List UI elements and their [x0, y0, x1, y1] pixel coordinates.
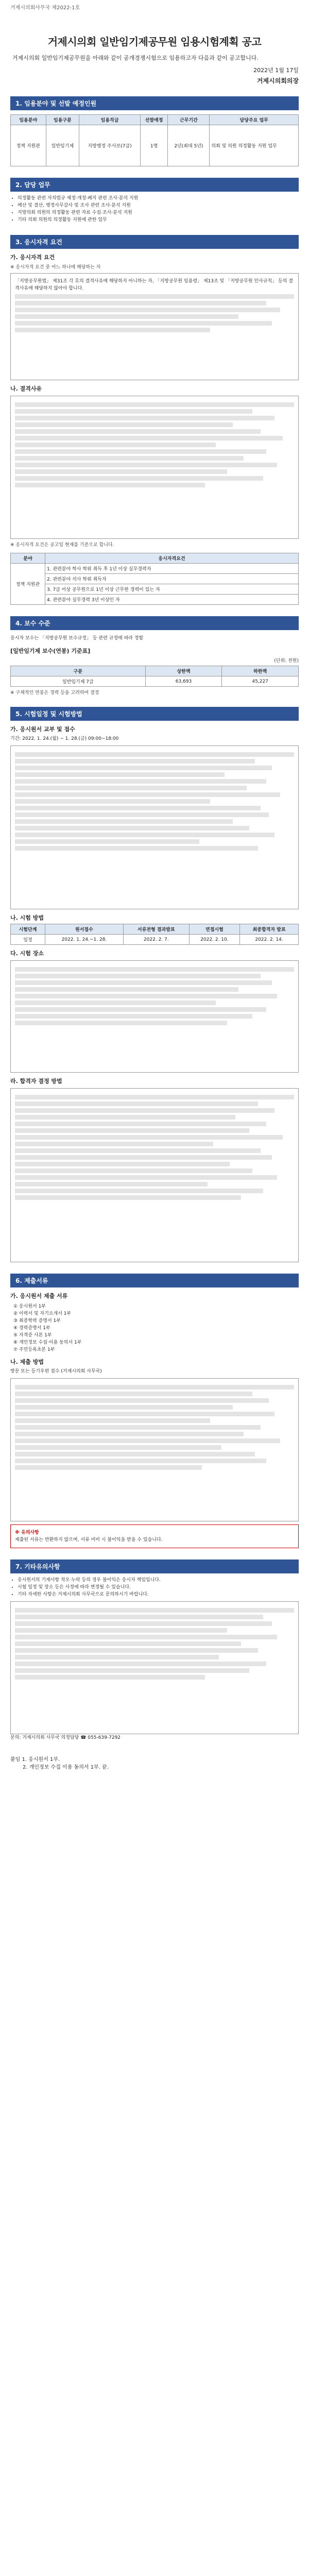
text-line [15, 1608, 294, 1613]
text-line [15, 409, 252, 414]
list-item: • 응시원서의 기재사항 착오·누락 등의 경우 불이익은 응시자 책임입니다. [18, 1577, 299, 1584]
table-cell: 2. 관련분야 석사 학위 취득자 [45, 574, 299, 584]
text-line [15, 1452, 255, 1456]
text-line [15, 1182, 208, 1187]
section-7 [10, 1560, 299, 1741]
subheading: 나. 시험 방법 [10, 914, 44, 921]
section-2 [10, 178, 299, 224]
subheading: 가. 응시자격 요건 [10, 254, 55, 261]
pay-table [10, 666, 299, 687]
table-row [11, 584, 299, 595]
col-header: 응시자격요건 [45, 553, 299, 564]
table-row [11, 676, 299, 687]
text-line [15, 1465, 202, 1470]
text-line [15, 1432, 244, 1436]
text-line [15, 833, 274, 837]
box-text: 「지방공무원법」 제31조 각 호의 결격사유에 해당하지 아니하는 자, 「지방공무원 임용령」 제13조 및 「지방공무원 인사규칙」 등의 결격사유에 해당하지 않아야 합니다. [15, 279, 293, 291]
announce-date: 2022년 1월 17일 [253, 67, 299, 74]
text-line [15, 1412, 274, 1416]
text-line [15, 469, 227, 474]
text-line [15, 301, 266, 306]
col-header: 임용직급 [79, 115, 140, 125]
attachments [10, 1755, 299, 1770]
text-line [15, 1655, 219, 1659]
text-line [15, 799, 210, 804]
list-item: • 예산 및 결산, 행정사무감사 및 조사 관련 조사·분석 지원 [18, 202, 299, 209]
text-line [15, 456, 244, 461]
table-cell: 일반임기제 [46, 125, 79, 166]
text-line [15, 1385, 294, 1389]
text-line [15, 1122, 266, 1126]
list-item: ① 응시원서 1부 [13, 1304, 46, 1309]
text-line [15, 429, 261, 434]
text-line [15, 416, 274, 420]
table-row [11, 574, 299, 584]
text-line [15, 772, 225, 777]
list-item: ⑤ 자격증 사본 1부 [13, 1333, 52, 1338]
text-line [15, 766, 272, 770]
text-line [15, 994, 277, 998]
table-cell: 일정 [11, 935, 45, 945]
text-line [15, 443, 216, 447]
page-title: 거제시의회 일반임기제공무원 임용시험계획 공고 [47, 36, 262, 48]
table-row [11, 125, 299, 166]
list-item: ⑦ 주민등록초본 1부 [13, 1347, 55, 1352]
subheading: 가. 응시원서 제출 서류 [10, 1293, 68, 1299]
text-line [15, 1001, 216, 1005]
pay-note: ※ 구체적인 연봉은 경력 등을 고려하여 결정 [10, 690, 99, 696]
qualification-table [10, 553, 299, 605]
text-line [15, 987, 238, 992]
subheading: 나. 결격사유 [10, 385, 42, 392]
text-line [15, 792, 280, 797]
warning-text: 제출된 서류는 반환하지 않으며, 서류 미비 시 불이익을 받을 수 있습니다. [15, 1537, 163, 1543]
text-line [15, 974, 261, 978]
text-line [15, 1405, 233, 1410]
text-line [15, 483, 205, 487]
col-header: 임용분야 [11, 115, 46, 125]
text-line [15, 1168, 252, 1173]
section-2-title: 2. 담당 업무 [10, 178, 299, 192]
text-line [15, 1115, 235, 1120]
text-line [15, 1648, 258, 1653]
table-row [11, 564, 299, 574]
text-line [15, 1148, 261, 1153]
positions-table [10, 114, 299, 166]
text-line [15, 1108, 274, 1113]
text-line [15, 1641, 241, 1646]
text-line [15, 1162, 230, 1166]
col-header: 상한액 [145, 666, 222, 676]
col-header: 임용구분 [46, 115, 79, 125]
table-cell: 4. 관련분야 실무경력 3년 이상인 자 [45, 595, 299, 605]
result-box [10, 1088, 299, 1262]
text-line [15, 839, 199, 844]
text-line [15, 806, 261, 810]
text-line [15, 449, 266, 454]
col-header: 분야 [11, 553, 45, 564]
text-line [15, 759, 255, 764]
duty-list [18, 195, 299, 224]
section-5-title: 5. 시험일정 및 시험방법 [10, 707, 299, 721]
text-line [15, 1021, 227, 1025]
table-cell: 2022. 2. 14. [240, 935, 299, 945]
text-line [15, 1142, 213, 1146]
table-cell: 2022. 2. 7. [123, 935, 189, 945]
list-item: ② 이력서 및 자기소개서 1부 [13, 1311, 72, 1316]
venue-box [10, 960, 299, 1073]
text-line [15, 1635, 277, 1639]
text-line [15, 314, 238, 319]
text-line [15, 1662, 266, 1666]
col-header: 최종합격자 발표 [240, 924, 299, 935]
text-line [15, 1155, 272, 1160]
text-line [15, 402, 294, 407]
disqualification-box [10, 396, 299, 539]
list-item: • 기타 의회 의원의 의정활동 지원에 관한 업무 [18, 216, 299, 224]
subheading: 다. 시험 장소 [10, 950, 44, 957]
intro-text: 거제시의회 일반임기제공무원을 아래와 같이 공개경쟁시험으로 임용하고자 다음과 같이 공고합니다. [12, 55, 259, 61]
table-cell: 63,693 [145, 676, 222, 687]
text-line [15, 1398, 269, 1403]
list-item: ⑥ 개인정보 수집·이용 동의서 1부 [13, 1340, 82, 1345]
list-item: ④ 경력증명서 1부 [13, 1326, 50, 1331]
text-line [15, 1615, 263, 1619]
text-line [15, 752, 294, 757]
col-header: 면접시험 [189, 924, 239, 935]
text-line [15, 1668, 249, 1673]
section-7-title: 7. 기타유의사항 [10, 1560, 299, 1573]
text-line [15, 308, 280, 312]
text-line [15, 1014, 252, 1019]
section-5 [10, 707, 299, 1262]
col-header: 시험단계 [11, 924, 45, 935]
attachment-1: 붙임 1. 응시원서 1부. [10, 1757, 60, 1762]
text-line [15, 1438, 280, 1443]
warning-title: ※ 유의사항 [15, 1530, 39, 1535]
col-header: 담당주요 업무 [210, 115, 299, 125]
apply-box [10, 745, 299, 909]
text-line [15, 846, 258, 851]
col-header: 원서접수 [45, 924, 124, 935]
section-3-title: 3. 응시자격 요건 [10, 235, 299, 249]
text-line [15, 1007, 266, 1012]
caution-text: ※ 응시자격 요건은 공고일 현재를 기준으로 합니다. [10, 543, 114, 548]
apply-period: 기간: 2022. 1. 24.(월) ~ 1. 28.(금) 09:00~18:00 [10, 736, 119, 741]
text-line [15, 436, 283, 440]
table-cell: 일반임기제 7급 [11, 676, 146, 687]
table-cell: 2022. 2. 10. [189, 935, 239, 945]
table-cell: 의회 및 의원 의정활동 지원 업무 [210, 125, 299, 166]
text-line [15, 321, 272, 326]
col-header: 선발예정 [140, 115, 168, 125]
text-line [15, 967, 294, 972]
table-cell: 45,227 [222, 676, 299, 687]
text-line [15, 1675, 205, 1680]
subheading: 라. 합격자 결정 방법 [10, 1078, 62, 1084]
text-line [15, 294, 294, 299]
docs-detail-box [10, 1378, 299, 1521]
method-text: 방문 또는 등기우편 접수 (거제시의회 사무국) [10, 1369, 102, 1374]
table-cell: 지방행정 주사보(7급) [79, 125, 140, 166]
list-item: • 지방의회 의원의 의정활동 관련 자료 수집·조사·분석 지원 [18, 209, 299, 216]
table-cell: 3. 7급 이상 공무원으로 1년 이상 근무한 경력이 있는 자 [45, 584, 299, 595]
text-line [15, 980, 272, 985]
table-cell: 2년(최대 5년) [168, 125, 210, 166]
section-1 [10, 96, 299, 166]
text-line [15, 1445, 221, 1450]
list-item: • 의정활동 관련 자치법규 제정·개정·폐지 관련 조사·분석 지원 [18, 195, 299, 202]
text-line [15, 1425, 261, 1430]
subheading: 나. 제출 방법 [10, 1359, 44, 1365]
table-cell: 정책 지원관 [11, 125, 46, 166]
text-line [15, 1101, 258, 1106]
text-line [15, 812, 269, 817]
text-line [15, 1628, 227, 1633]
table-cell: 정책 지원관 [11, 564, 45, 605]
docs-list [13, 1303, 299, 1353]
pay-intro: 응시자 보수는 「지방공무원 보수규정」 등 관련 규정에 따라 정함 [10, 636, 144, 641]
warning-box [10, 1524, 299, 1548]
col-header: 근무기간 [168, 115, 210, 125]
text-line [15, 1189, 263, 1193]
qualification-box [10, 273, 299, 380]
table-row [11, 935, 299, 945]
text-line [15, 328, 210, 332]
text-line [15, 786, 247, 790]
text-line [15, 1418, 210, 1423]
attachment-2: 2. 개인정보 수집 이용 동의서 1부. 끝. [23, 1765, 109, 1770]
unit-label: (단위: 천원) [274, 658, 299, 664]
subheading: 가. 응시원서 교부 및 접수 [10, 726, 75, 733]
schedule-table [10, 924, 299, 945]
table-cell: 2022. 1. 24.~1. 28. [45, 935, 124, 945]
text-line [15, 422, 233, 427]
text-line [15, 819, 233, 824]
table-cell: 1. 관련분야 학사 학위 취득 후 1년 이상 실무경력자 [45, 564, 299, 574]
list-item: • 기타 자세한 사항은 거제시의회 사무국으로 문의하시기 바랍니다. [18, 1591, 299, 1598]
note-text: ※ 응시자격 요건 중 어느 하나에 해당하는 자 [10, 265, 101, 270]
text-line [15, 1392, 252, 1396]
list-item: ③ 최종학력 증명서 1부 [13, 1318, 61, 1324]
col-header: 하한액 [222, 666, 299, 676]
pay-table-title: [일반임기제 보수(연봉) 기준표] [10, 648, 91, 654]
section-6-title: 6. 제출서류 [10, 1274, 299, 1287]
doc-number: 거제시의회사무국 제2022-1호 [10, 5, 80, 11]
section-4 [10, 616, 299, 696]
text-line [15, 1195, 241, 1200]
section-3 [10, 235, 299, 605]
notice-list [18, 1577, 299, 1598]
text-line [15, 1459, 266, 1463]
contact-text: 문의: 거제시의회 사무국 의정담당 ☎ 055-639-7292 [10, 1735, 121, 1740]
text-line [15, 463, 277, 467]
section-6 [10, 1274, 299, 1548]
section-4-title: 4. 보수 수준 [10, 616, 299, 630]
document-page [10, 0, 299, 1770]
text-line [15, 1135, 283, 1140]
table-cell: 1명 [140, 125, 168, 166]
text-line [15, 1095, 294, 1099]
text-line [15, 476, 263, 481]
col-header: 구분 [11, 666, 146, 676]
issuing-org: 거제시의회의장 [256, 77, 299, 84]
text-line [15, 1621, 272, 1626]
text-line [15, 779, 266, 784]
notice-box [10, 1601, 299, 1734]
col-header: 서류전형 결과발표 [123, 924, 189, 935]
text-line [15, 826, 249, 831]
section-1-title: 1. 임용분야 및 선발 예정인원 [10, 96, 299, 110]
text-line [15, 1128, 249, 1133]
table-row [11, 595, 299, 605]
list-item: • 시험 일정 및 장소 등은 사정에 따라 변경될 수 있습니다. [18, 1584, 299, 1591]
text-line [15, 1175, 277, 1180]
